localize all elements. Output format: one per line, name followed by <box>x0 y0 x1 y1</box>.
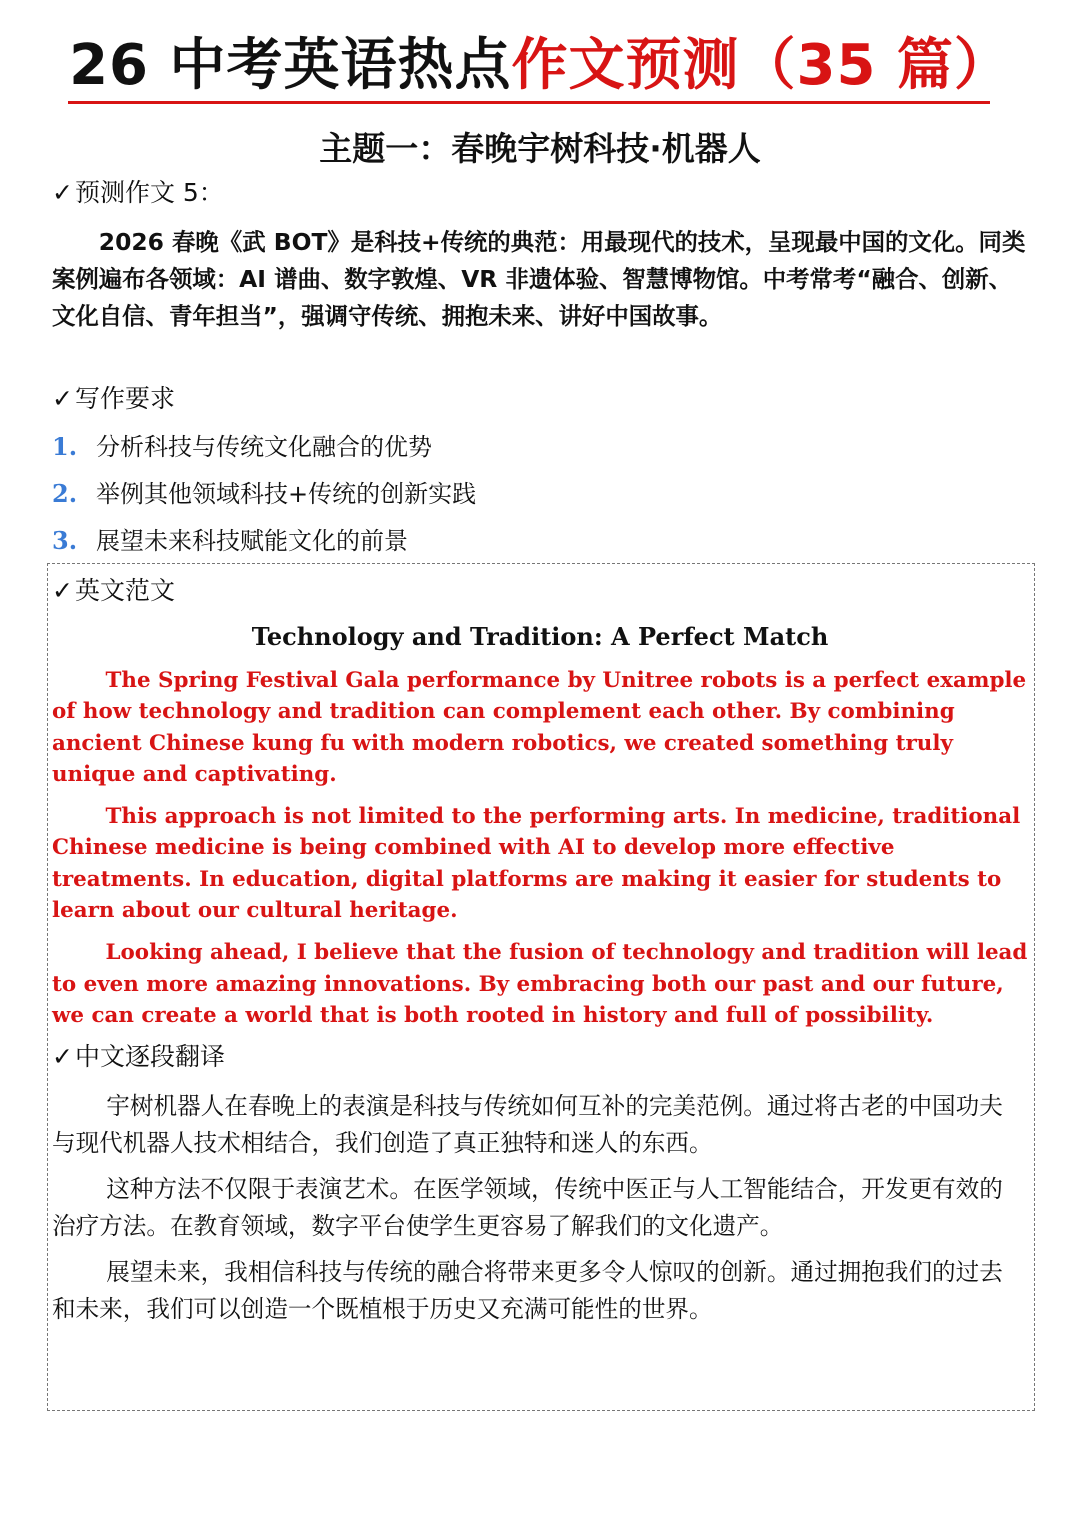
translation-body <box>52 1088 1012 1337</box>
list-text: 分析科技与传统文化融合的优势 <box>96 433 432 461</box>
prediction-heading <box>52 176 224 210</box>
essay-title: Technology and Tradition: A Perfect Match <box>251 622 829 651</box>
translation-paragraph: 展望未来，我相信科技与传统的融合将带来更多令人惊叹的创新。通过拥抱我们的过去和未来，我们可以创造一个既植根于历史又充满可能性的世界。 <box>52 1258 1003 1323</box>
title-red-part: 作文预测（35 篇） <box>511 33 1011 98</box>
essay-paragraph: Looking ahead, I believe that the fusion of technology and tradition will lead to even more amazing innovations. By embracing both our past and our future, we can create a world that is both rooted in history and full of possibility. <box>52 940 1028 1028</box>
page-title <box>0 26 1080 106</box>
title-underline <box>68 101 990 104</box>
checkmark-icon: ✓ <box>52 384 73 413</box>
translation-paragraph: 宇树机器人在春晚上的表演是科技与传统如何互补的完美范例。通过将古老的中国功夫与现代机器人技术相结合，我们创造了真正独特和迷人的东西。 <box>52 1092 1003 1157</box>
requirements-list <box>52 428 1032 569</box>
title-black-part: 26 中考英语热点 <box>69 33 512 98</box>
intro-paragraph: 2026 春晚《武 BOT》是科技+传统的典范：用最现代的技术，呈现最中国的文化。同类案例遍布各领域：AI 谱曲、数字敦煌、VR 非遗体验、智慧博物馆。中考常考“融合、创新、文化自信、青年担当”，强调守传统、拥抱未来、讲好中国故事。 <box>52 228 1026 330</box>
list-number: 1. <box>52 432 78 461</box>
translation-heading <box>52 1040 225 1074</box>
translation-paragraph: 这种方法不仅限于表演艺术。在医学领域，传统中医正与人工智能结合，开发更有效的治疗方法。在教育领域，数字平台使学生更容易了解我们的文化遗产。 <box>52 1175 1003 1240</box>
essay-paragraph: The Spring Festival Gala performance by Unitree robots is a perfect example of how technology and tradition can complement each other. By combining ancient Chinese kung fu with modern robotics, we created something truly unique and captivating. <box>52 668 1027 787</box>
requirements-heading <box>52 382 175 416</box>
list-text: 举例其他领域科技+传统的创新实践 <box>96 480 477 508</box>
prediction-label: 预测作文 5： <box>74 178 224 207</box>
list-item <box>52 475 1032 522</box>
list-number: 2. <box>52 479 78 508</box>
sample-heading <box>52 574 175 608</box>
essay-paragraph: This approach is not limited to the performing arts. In medicine, traditional Chinese medicine is being combined with AI to develop more effective treatments. In education, digital platforms are making it easier for students to learn about our cultural heritage. <box>52 804 1021 924</box>
list-text: 展望未来科技赋能文化的前景 <box>96 527 408 555</box>
checkmark-icon: ✓ <box>52 178 73 207</box>
list-item <box>52 428 1032 475</box>
checkmark-icon: ✓ <box>52 576 73 605</box>
topic-subtitle: 主题一：春晚宇树科技·机器人 <box>319 129 761 168</box>
checkmark-icon: ✓ <box>52 1042 73 1071</box>
list-item <box>52 522 1032 569</box>
translation-label: 中文逐段翻译 <box>74 1042 225 1071</box>
essay-body <box>52 665 1028 1042</box>
list-number: 3. <box>52 526 78 555</box>
sample-label: 英文范文 <box>74 576 175 605</box>
requirements-label: 写作要求 <box>74 384 175 413</box>
